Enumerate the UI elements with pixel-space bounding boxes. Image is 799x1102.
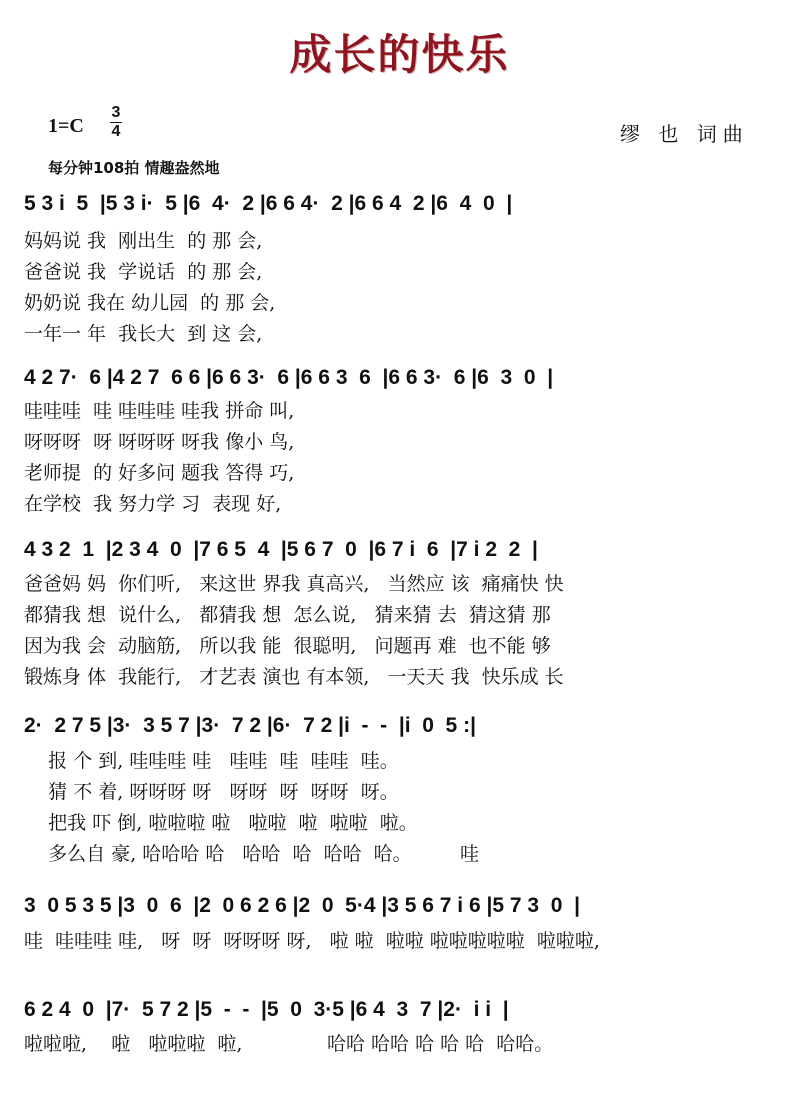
tempo-marking: 每分钟108拍 情趣盎然地 (48, 159, 220, 177)
notation-line: 3 0 5 3 5 |3 0 6 |2 0 6 2 6 |2 0 5·4 |3 5 6 7 i 6 |5 7 3 0 | (24, 894, 580, 917)
page-title: 成长的快乐 (289, 30, 510, 79)
lyric-verse-1: 啦啦啦, 啦 啦啦啦 啦, 哈哈 哈哈 哈 哈 哈 哈哈。 (24, 1033, 554, 1055)
notation-line: 2· 2 7 5 |3· 3 5 7 |3· 7 2 |6· 7 2 |i - - |i 0 5 :| (24, 714, 476, 737)
lyric-verse-4: 在学校 我 努力学 习 表现 好, (24, 493, 282, 515)
lyric-verse-4: 多么自 豪, 哈哈哈 哈 哈哈 哈 哈哈 哈。 哇 (24, 843, 479, 865)
notation-line: 5 3 i 5 |5 3 i· 5 |6 4· 2 |6 6 4· 2 |6 6 4 2 |6 4 0 | (24, 192, 513, 215)
notation-line: 6 2 4 0 |7· 5 7 2 |5 - - |5 0 3·5 |6 4 3 7 |2· i i | (24, 998, 509, 1021)
lyric-verse-2: 都猜我 想 说什么, 都猜我 想 怎么说, 猜来猜 去 猜这猜 那 (24, 604, 551, 626)
key-signature: 1=C (48, 115, 84, 137)
lyric-verse-1: 报 个 到, 哇哇哇 哇 哇哇 哇 哇哇 哇。 (24, 750, 399, 772)
lyric-verse-4: 锻炼身 体 我能行, 才艺表 演也 有本领, 一天天 我 快乐成 长 (24, 666, 564, 688)
lyric-verse-1: 妈妈说 我 刚出生 的 那 会, (24, 230, 263, 252)
lyric-verse-2: 呀呀呀 呀 呀呀呀 呀我 像小 鸟, (24, 431, 295, 453)
lyric-verse-3: 奶奶说 我在 幼儿园 的 那 会, (24, 292, 276, 314)
lyric-verse-3: 把我 吓 倒, 啦啦啦 啦 啦啦 啦 啦啦 啦。 (24, 812, 418, 834)
lyric-verse-3: 老师提 的 好多问 题我 答得 巧, (24, 462, 295, 484)
meter-bottom: 4 (111, 123, 121, 140)
time-signature (108, 104, 124, 141)
lyric-verse-3: 因为我 会 动脑筋, 所以我 能 很聪明, 问题再 难 也不能 够 (24, 635, 551, 657)
lyric-verse-2: 猜 不 着, 呀呀呀 呀 呀呀 呀 呀呀 呀。 (24, 781, 399, 803)
lyric-verse-1: 哇 哇哇哇 哇, 呀 呀 呀呀呀 呀, 啦 啦 啦啦 啦啦啦啦啦 啦啦啦, (24, 930, 600, 952)
lyric-verse-1: 哇哇哇 哇 哇哇哇 哇我 拼命 叫, (24, 400, 295, 422)
notation-line: 4 3 2 1 |2 3 4 0 |7 6 5 4 |5 6 7 0 |6 7 i 6 |7 i 2 2 | (24, 538, 538, 561)
meter-top: 3 (111, 104, 121, 121)
notation-line: 4 2 7· 6 |4 2 7 6 6 |6 6 3· 6 |6 6 3 6 |6 6 3· 6 |6 3 0 | (24, 366, 554, 389)
lyric-verse-2: 爸爸说 我 学说话 的 那 会, (24, 261, 263, 283)
credits: 缪 也 词曲 (620, 122, 749, 146)
lyric-verse-1: 爸爸妈 妈 你们听, 来这世 界我 真高兴, 当然应 该 痛痛快 快 (24, 573, 564, 595)
lyric-verse-4: 一年一 年 我长大 到 这 会, (24, 323, 263, 345)
